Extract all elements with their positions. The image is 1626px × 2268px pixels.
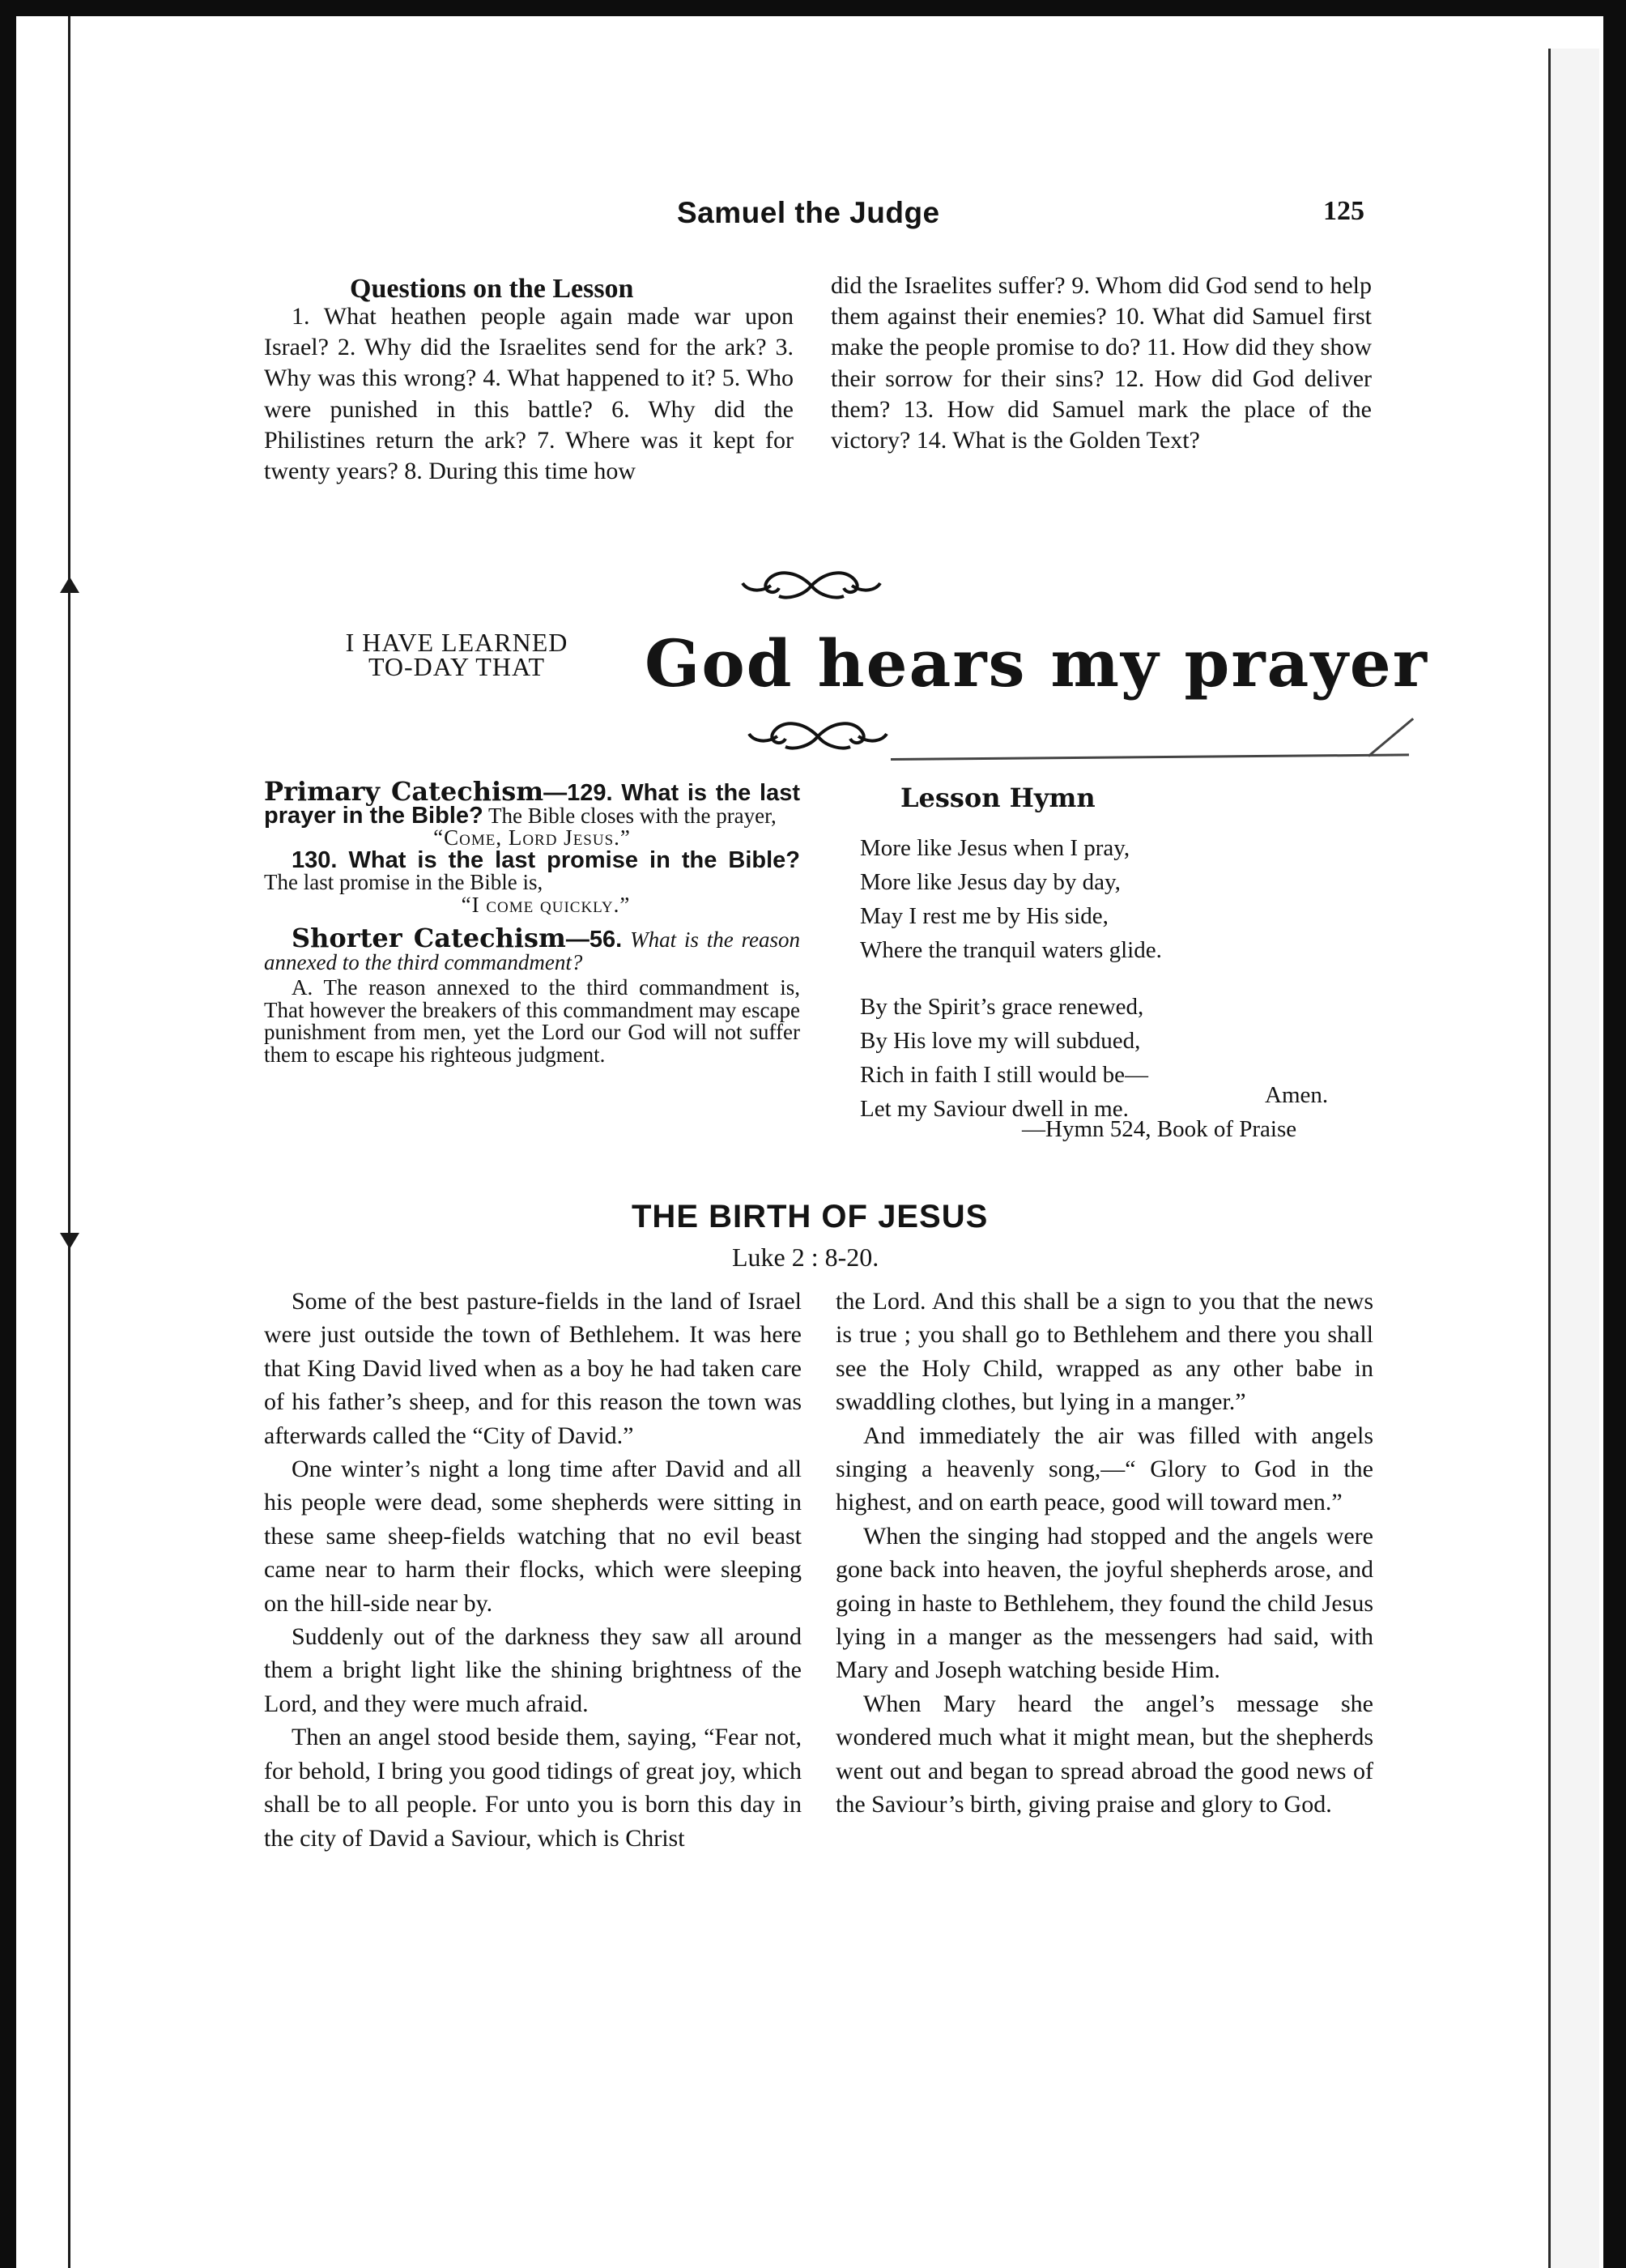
pen-stroke bbox=[891, 753, 1409, 761]
shorter-catechism-number: —56. bbox=[565, 927, 623, 953]
primary-catechism-quote-129: “Come, Lord Jesus.” bbox=[433, 825, 631, 850]
story-paragraph: And immediately the air was filled with angels singing a heavenly song,—“ Glory to God in the highest, and on earth peace, good will toward men.” bbox=[836, 1422, 1373, 1516]
questions-left-column bbox=[264, 301, 794, 487]
story-left-column bbox=[264, 1285, 802, 1855]
margin-arrow-down-icon bbox=[60, 1233, 79, 1249]
hymn-line: By His love my will subdued, bbox=[860, 1028, 1141, 1054]
shorter-catechism-question: What is the reason annexed to the third commandment? bbox=[264, 927, 801, 974]
hymn-line: More like Jesus day by day, bbox=[860, 869, 1121, 895]
primary-catechism-q129 bbox=[264, 776, 801, 850]
questions-right-column bbox=[831, 271, 1372, 456]
hymn-line: By the Spirit’s grace renewed, bbox=[860, 994, 1144, 1020]
story-paragraph: When Mary heard the angel’s message she wondered much what it might mean, but the shepherds went out and began to spread abroad the good news of the Saviour’s birth, giving praise and glory to God. bbox=[836, 1690, 1373, 1818]
hymn-amen: Amen. bbox=[1265, 1082, 1329, 1108]
primary-catechism-q130 bbox=[264, 846, 800, 917]
hymn-line: Where the tranquil waters glide. bbox=[860, 937, 1162, 963]
questions-heading: Questions on the Lesson bbox=[350, 274, 634, 304]
story-title: THE BIRTH OF JESUS bbox=[632, 1199, 989, 1234]
primary-catechism-heading: Primary Catechism bbox=[264, 776, 544, 807]
scroll-ornament-bottom-icon bbox=[745, 716, 891, 757]
learned-label bbox=[327, 630, 586, 679]
questions-left-text: 1. What heathen people again made war upon Israel? 2. Why did the Israelites send for the ark? 3. Why was this wrong? 4. What happened to it? 5. Who were punished in this battle? 6. Why did the Philistines return the ark? 7. Where was it kept for twenty years? 8. During this time how bbox=[264, 303, 794, 485]
page-number: 125 bbox=[1323, 196, 1364, 226]
learned-line-2: TO-DAY THAT bbox=[368, 652, 546, 681]
learned-line-1: I HAVE LEARNED bbox=[345, 628, 568, 657]
hymn-line: Let my Saviour dwell in me. bbox=[860, 1096, 1129, 1122]
hymn-line: More like Jesus when I pray, bbox=[860, 835, 1130, 861]
scroll-ornament-top-icon bbox=[739, 565, 884, 606]
shorter-catechism-heading: Shorter Catechism bbox=[292, 923, 566, 953]
story-paragraph: the Lord. And this shall be a sign to you that the news is true ; you shall go to Bethlehem and there you shall see the Holy Child, wrapped as any other babe in swaddling clothes, but lying in a manger.” bbox=[836, 1288, 1373, 1416]
primary-catechism-answer-129: The Bible closes with the prayer, bbox=[488, 803, 777, 828]
facing-page-edge bbox=[1548, 49, 1599, 2268]
story-paragraph: When the singing had stopped and the angels were gone back into heaven, the joyful shepherds arose, and going in haste to Bethlehem, they found the child Jesus lying in a manger as the messengers had said, with Mary and Joseph watching beside Him. bbox=[836, 1522, 1373, 1684]
margin-arrow-up-icon bbox=[60, 577, 79, 593]
primary-catechism-quote-130: “I come quickly.” bbox=[461, 892, 631, 917]
running-head-title: Samuel the Judge bbox=[677, 196, 940, 229]
scan-border-top bbox=[0, 0, 1626, 16]
margin-rule bbox=[68, 16, 70, 2268]
hymn-line: Rich in faith I still would be— bbox=[860, 1062, 1149, 1088]
hymn-attribution: —Hymn 524, Book of Praise bbox=[1022, 1116, 1297, 1142]
story-paragraph: Suddenly out of the darkness they saw all around them a bright light like the shining brightness of the Lord, and they were much afraid. bbox=[264, 1623, 802, 1717]
pen-stroke-tail bbox=[1368, 718, 1414, 757]
scan-border-right bbox=[1603, 0, 1626, 2268]
shorter-catechism bbox=[264, 923, 801, 974]
hymn-line: May I rest me by His side, bbox=[860, 903, 1109, 929]
catechism-column bbox=[264, 776, 801, 1067]
story-paragraph: One winter’s night a long time after David and all his people were dead, some shepherds were sitting in these same sheep-fields watching that no evil beast came near to harm their flocks, which were sleeping on the hill-side near by. bbox=[264, 1456, 802, 1617]
story-reference: Luke 2 : 8-20. bbox=[732, 1243, 879, 1272]
scan-border-left bbox=[0, 0, 16, 2268]
primary-catechism-answer-130: The last promise in the Bible is, bbox=[264, 870, 543, 894]
primary-catechism-question-129: —129. What is the last prayer in the Bible? bbox=[264, 780, 801, 829]
primary-catechism-question-130: 130. What is the last promise in the Bible? bbox=[292, 846, 800, 873]
lesson-hymn-heading: Lesson Hymn bbox=[900, 782, 1096, 813]
story-right-column bbox=[836, 1285, 1373, 1822]
shorter-catechism-answer: A. The reason annexed to the third commandment is, That however the breakers of this commandment may escape punishment from men, yet the Lord our God will not suffer them to escape his righteous judgment. bbox=[264, 975, 800, 1067]
questions-right-text: did the Israelites suffer? 9. Whom did God send to help them against their enemies? 10. What did Samuel first make the people promise to do? 11. How did they show their sorrow for their sins? 12. How did God deliver them? 13. How did Samuel mark the place of the victory? 14. What is the Golden Text? bbox=[831, 272, 1372, 454]
story-paragraph: Some of the best pasture-fields in the land of Israel were just outside the town of Bethlehem. It was here that King David lived when as a boy he had taken care of his father’s sheep, and for this reason the town was afterwards called the “City of David.” bbox=[264, 1288, 802, 1449]
motto: God hears my prayer bbox=[645, 625, 1428, 701]
story-paragraph: Then an angel stood beside them, saying, “Fear not, for behold, I bring you good tidings of great joy, which shall be to all people. For unto you is born this day in the city of David a Saviour, which is Christ bbox=[264, 1724, 802, 1852]
